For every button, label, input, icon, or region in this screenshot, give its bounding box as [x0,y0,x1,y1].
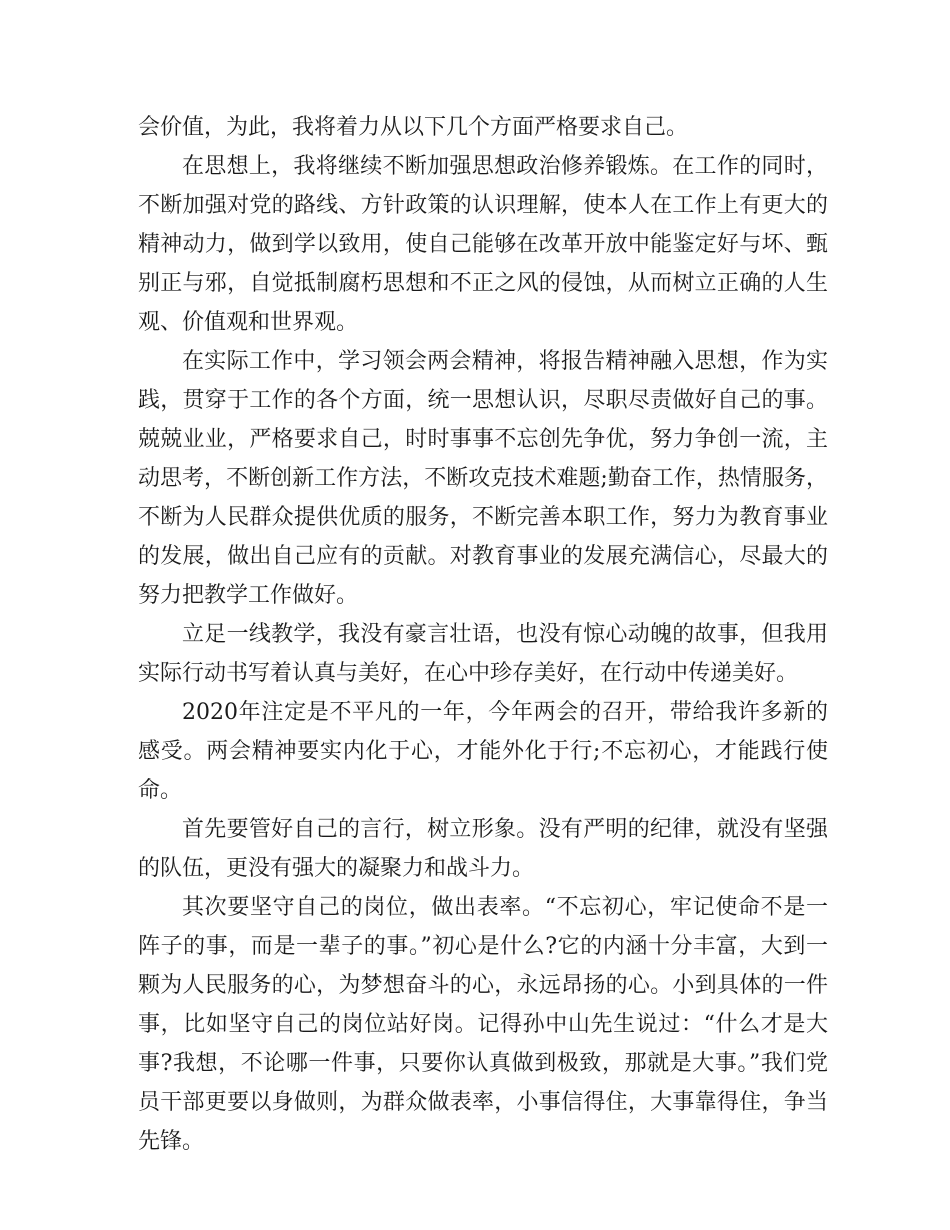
paragraph-practical-work: 在实际工作中，学习领会两会精神，将报告精神融入思想，作为实践，贯穿于工作的各个方面，统一思想认识，尽职尽责做好自己的事。兢兢业业，严格要求自己，时时事事不忘创先争优，努力争创一流，主动思考，不断创新工作方法，不断攻克技术难题;勤奋工作，热情服务，不断为人民群众提供优质的服务，不断完善本职工作，努力为教育事业的发展，做出自己应有的贡献。对教育事业的发展充满信心，尽最大的努力把教学工作做好。 [138,349,828,608]
paragraph-frontline-teaching: 立足一线教学，我没有豪言壮语，也没有惊心动魄的故事，但我用实际行动书写着认真与美好，在心中珍存美好，在行动中传递美好。 [138,622,828,686]
paragraph-continuation: 会价值，为此，我将着力从以下几个方面严格要求自己。 [138,115,689,140]
document-page [138,108,828,1161]
paragraph-second-post: 其次要坚守自己的岗位，做出表率。“不忘初心，牢记使命不是一阵子的事，而是一辈子的事。”初心是什么?它的内涵十分丰富，大到一颗为人民服务的心，为梦想奋斗的心，永远昂扬的心。小到具体的一件事，比如坚守自己的岗位站好岗。记得孙中山先生说过：“什么才是大事?我想，不论哪一件事，只要你认真做到极致，那就是大事。”我们党员干部更要以身做则，为群众做表率，小事信得住，大事靠得住，争当先锋。 [138,895,828,1154]
paragraph-ideology: 在思想上，我将继续不断加强思想政治修养锻炼。在工作的同时，不断加强对党的路线、方针政策的认识理解，使本人在工作上有更大的精神动力，做到学以致用，使自己能够在改革开放中能鉴定好与坏、甄别正与邪，自觉抵制腐朽思想和不正之风的侵蚀，从而树立正确的人生观、价值观和世界观。 [138,154,828,335]
paragraph-year-2020: 2020年注定是不平凡的一年，今年两会的召开，带给我许多新的感受。两会精神要实内化于心，才能外化于行;不忘初心，才能践行使命。 [138,700,828,803]
paragraph-first-conduct: 首先要管好自己的言行，树立形象。没有严明的纪律，就没有坚强的队伍，更没有强大的凝聚力和战斗力。 [138,817,828,881]
